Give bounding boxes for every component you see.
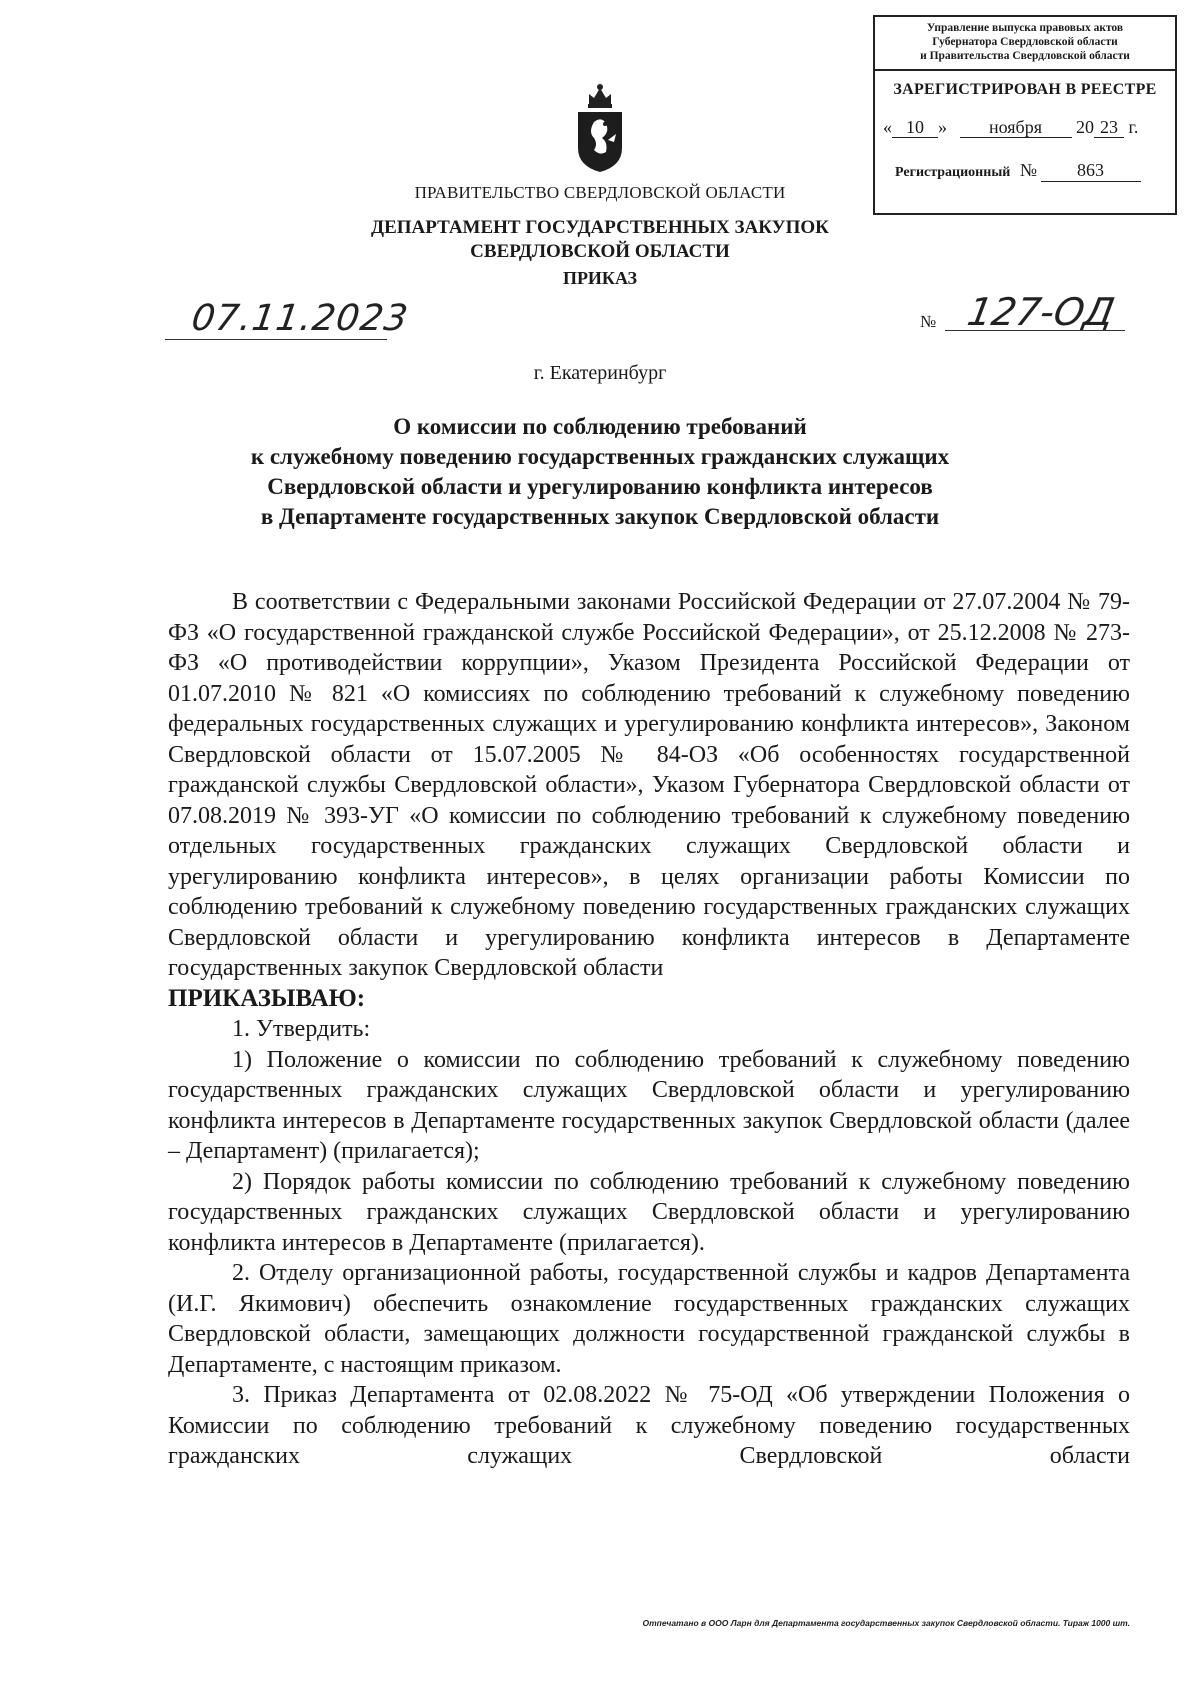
- stamp-header-line: Управление выпуска правовых актов: [926, 22, 1124, 34]
- stamp-reg-number: 863: [1041, 160, 1141, 182]
- doc-type: ПРИКАЗ: [562, 268, 638, 288]
- order-word: ПРИКАЗЫВАЮ:: [168, 984, 366, 1012]
- item-1-2: 2) Порядок работы комиссии по соблюдению требований к служебному поведению государственных гражданских служащих Свердловской области и урегулированию конфликта интересов в Департаменте (прилагается).: [168, 1168, 1130, 1256]
- government-name: ПРАВИТЕЛЬСТВО СВЕРДЛОВСКОЙ ОБЛАСТИ: [414, 183, 786, 202]
- stamp-date-year-prefix: 20: [1076, 117, 1094, 137]
- order-number: 127-ОД: [964, 290, 1118, 334]
- registry-stamp: [873, 15, 1177, 215]
- item-1: 1. Утвердить:: [232, 1016, 371, 1042]
- title-line: в Департаменте государственных закупок Свердловской области: [260, 504, 940, 529]
- title-line: О комиссии по соблюдению требований: [393, 414, 807, 439]
- stamp-reg-number-label: Регистрационный: [895, 165, 1011, 180]
- item-1-1: 1) Положение о комиссии по соблюдению требований к служебному поведению государственных гражданских служащих Свердловской области и урегулированию конфликта интересов в Департаменте государственных закупок Свердловской области (далее – Департамент) (прилагается);: [168, 1046, 1130, 1164]
- print-footer: Отпечатано в ООО Ларн для Департамента государственных закупок Свердловской области. Тираж 1000 шт.: [642, 1618, 1130, 1628]
- stamp-header-line: и Правительства Свердловской области: [920, 50, 1130, 62]
- stamp-header-line: Губернатора Свердловской области: [932, 36, 1118, 48]
- stamp-reg-number-row: [875, 160, 1175, 182]
- stamp-date: [875, 117, 1175, 138]
- department-name: [300, 216, 900, 264]
- title-line: к служебному поведению государственных гражданских служащих: [250, 444, 950, 469]
- title-line: Свердловской области и урегулированию конфликта интересов: [267, 474, 933, 499]
- stamp-date-month: ноября: [960, 117, 1072, 138]
- stamp-date-year-unit: г.: [1128, 117, 1139, 137]
- order-number-label: №: [920, 312, 937, 331]
- stamp-header: [875, 17, 1175, 71]
- stamp-date-close-quote: »: [938, 117, 947, 137]
- coat-of-arms-icon: [572, 82, 628, 174]
- order-number-underline: [945, 330, 1125, 331]
- department-name-line: СВЕРДЛОВСКОЙ ОБЛАСТИ: [470, 241, 730, 262]
- department-name-line: ДЕПАРТАМЕНТ ГОСУДАРСТВЕННЫХ ЗАКУПОК: [371, 217, 829, 238]
- stamp-date-year-suffix: 23: [1094, 117, 1124, 138]
- order-date: 07.11.2023: [189, 298, 412, 339]
- stamp-date-open-quote: «: [883, 117, 892, 137]
- stamp-reg-number-sign: №: [1019, 160, 1038, 180]
- item-3: 3. Приказ Департамента от 02.08.2022 № 75-ОД «Об утверждении Положения о Комиссии по соблюдению требований к служебному поведению государственных гражданских служащих Свердловской области: [168, 1382, 1130, 1469]
- stamp-registered-label: ЗАРЕГИСТРИРОВАН В РЕЕСТРЕ: [893, 81, 1157, 98]
- stamp-date-day: 10: [892, 117, 938, 138]
- item-2: 2. Отделу организационной работы, государственной службы и кадров Департамента (И.Г. Якимович) обеспечить ознакомление государственных гражданских служащих Свердловской области, замещающих должности государственной гражданской службы в Департаменте, с настоящим приказом.: [168, 1260, 1130, 1378]
- order-title: [150, 412, 1050, 532]
- order-body: [168, 587, 1130, 1472]
- preamble: В соответствии с Федеральными законами Российской Федерации от 27.07.2004 № 79-ФЗ «О государственной гражданской службе Российской Федерации», от 25.12.2008 № 273-ФЗ «О противодействии коррупции», Указом Президента Российской Федерации от 01.07.2010 № 821 «О комиссиях по соблюдению требований к служебному поведению федеральных государственных служащих и урегулированию конфликта интересов», Законом Свердловской области от 15.07.2005 № 84-ОЗ «Об особенностях государственной гражданской службы Свердловской области», Указом Губернатора Свердловской области от 07.08.2019 № 393-УГ «О комиссии по соблюдению требований к служебному поведению отдельных государственных гражданских служащих Свердловской области и урегулированию конфликта интересов», в целях организации работы Комиссии по соблюдению требований к служебному поведению государственных гражданских служащих Свердловской области и урегулированию конфликта интересов в Департаменте государственных закупок Свердловской области: [168, 589, 1130, 981]
- order-date-underline: [165, 339, 387, 340]
- city: г. Екатеринбург: [533, 362, 667, 384]
